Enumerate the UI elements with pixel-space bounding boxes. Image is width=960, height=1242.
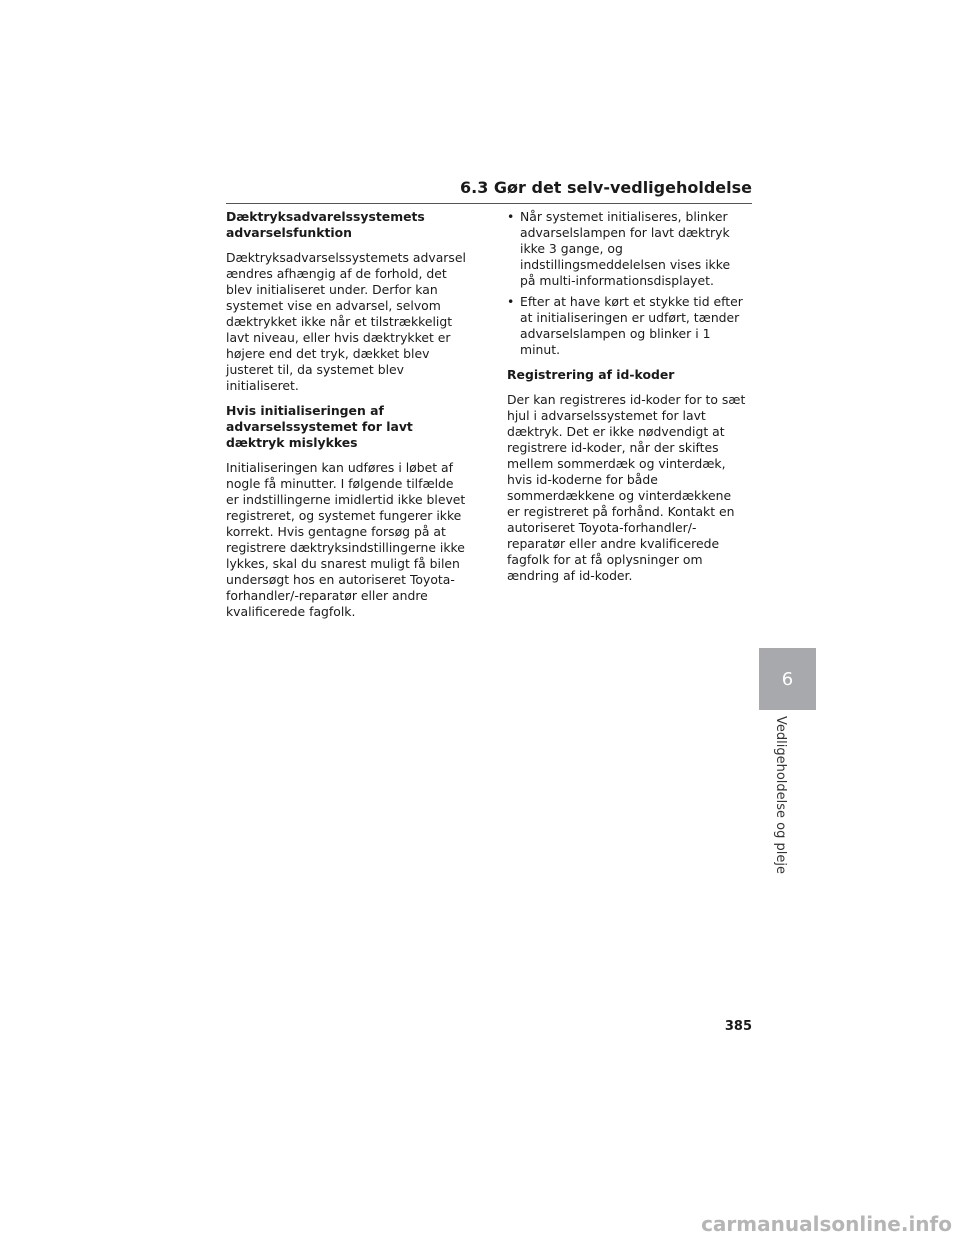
chapter-number: 6 xyxy=(781,668,794,690)
heading-initialization-failed: Hvis initialiseringen af advarselssystemet for lavt dæktryk mislykkes xyxy=(226,403,413,450)
bullet-list xyxy=(507,209,747,358)
bullet-item: • Når systemet initialiseres, blinker advarselslampen for lavt dæktryk ikke 3 gange, og indstillingsmeddelelsen vises ikke på multi-informationsdisplayet. xyxy=(507,209,747,289)
paragraph-id-codes: Der kan registreres id-koder for to sæt hjul i advarselssystemet for lavt dæktryk. Det er ikke nødvendigt at registrere id-koder, når der skiftes mellem sommerdæk og vinterdæk, hvis id-koderne for både sommerdækkene og vinterdækkene er registreret på forhånd. Kontakt en autoriseret Toyota-forhandler/-reparatør eller andre kvalificerede fagfolk for at få oplysninger om ændring af id-koder. xyxy=(507,392,746,583)
section-header: 6.3 Gør det selv-vedligeholdelse xyxy=(226,178,752,204)
watermark: carmanualsonline.info xyxy=(701,1212,952,1236)
heading-warning-function: Dæktryksadvarelssystemets advarselsfunktion xyxy=(226,209,425,240)
page-number: 385 xyxy=(724,1019,752,1034)
paragraph-warning-function: Dæktryksadvarselssystemets advarsel ændres afhængig af de forhold, det blev initialiseret under. Derfor kan systemet vise en advarsel, selvom dæktrykket ikke når et tilstrækkeligt lavt niveau, eller hvis dæktrykket er højere end det tryk, dækket blev justeret til, da systemet blev initialiseret. xyxy=(226,250,466,393)
chapter-title: Vedligeholdelse og pleje xyxy=(773,716,788,874)
heading-id-codes: Registrering af id-koder xyxy=(507,367,675,382)
left-column xyxy=(226,209,466,629)
bullet-item: • Efter at have kørt et stykke tid efter at initialiseringen er udført, tænder advarselslampen og blinker i 1 minut. xyxy=(507,294,747,358)
chapter-tab xyxy=(759,648,816,710)
paragraph-initialization-failed: Initialiseringen kan udføres i løbet af nogle få minutter. I følgende tilfælde er indstillingerne imidlertid ikke blevet registreret, og systemet fungerer ikke korrekt. Hvis gentagne forsøg på at registrere dæktryksindstillingerne ikke lykkes, skal du snarest muligt få bilen undersøgt hos en autoriseret Toyota-forhandler/-reparatør eller andre kvalificerede fagfolk. xyxy=(226,460,466,619)
right-column xyxy=(507,209,747,593)
